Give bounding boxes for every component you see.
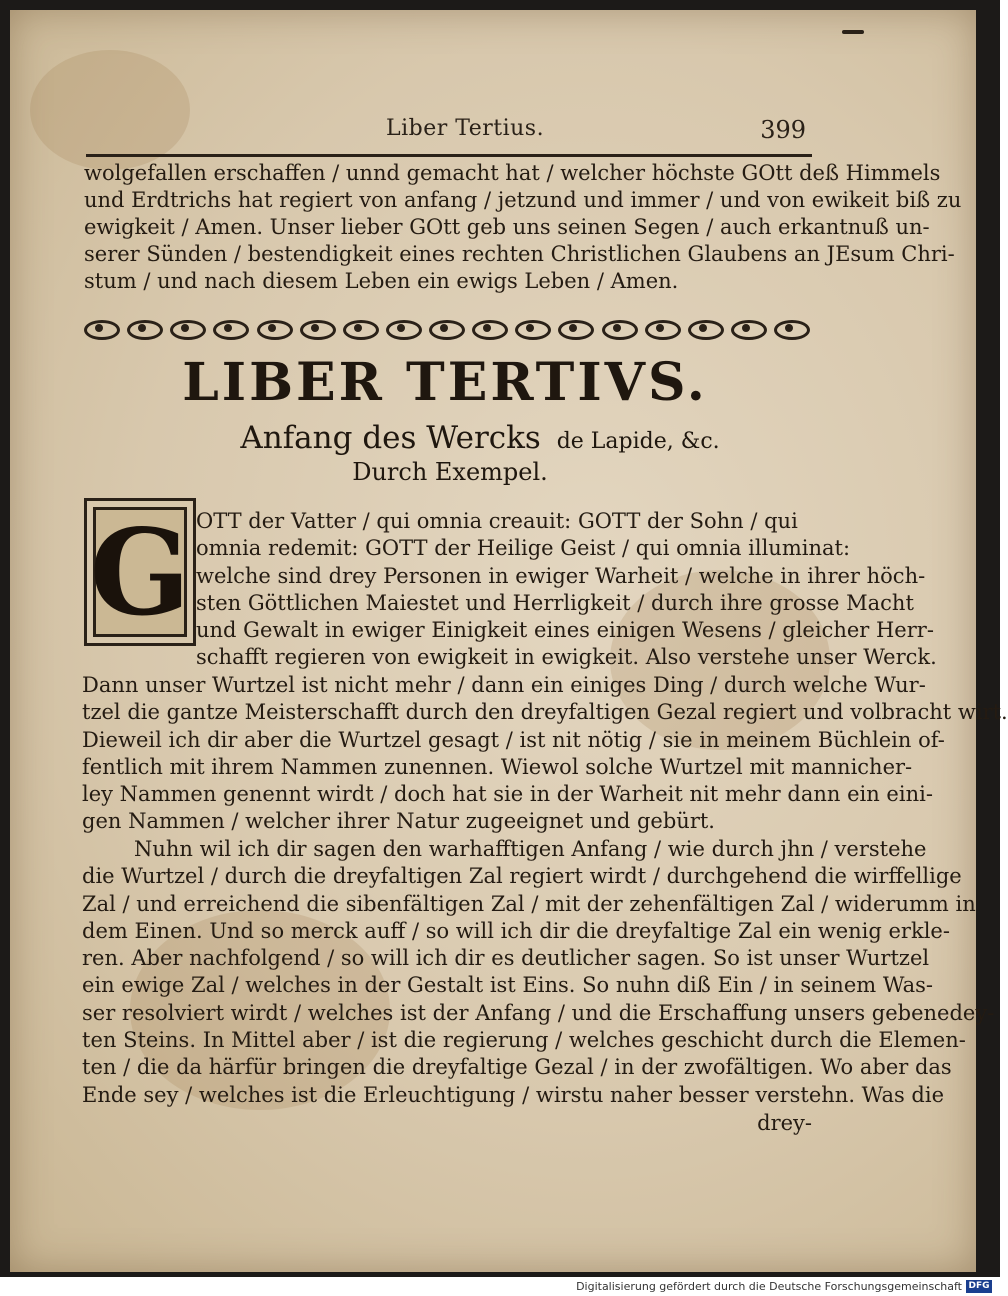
opening-paragraph [196,508,937,672]
catchword: drey- [757,1111,812,1135]
text-line: omnia redemit: GOTT der Heilige Geist / qui omnia illuminat: [196,536,851,561]
ornament-icon [770,316,808,338]
ornamental-divider [80,312,808,342]
ornament-icon [166,316,204,338]
text-line: und Erdtrichs hat regiert von anfang / jetzund und immer / und von ewikeit biß zu [84,188,962,212]
ornament-icon [123,316,161,338]
text-line: dem Einen. Und so merck auff / so will ich dir die dreyfaltige Zal ein wenig erkle- [82,918,950,943]
ornament-icon [554,316,592,338]
dfg-logo-icon: DFG [966,1280,992,1293]
margin-mark [842,30,864,34]
text-line: tzel die gantze Meisterschafft durch den dreyfaltigen Gezal regiert und volbracht wirt. [82,700,1008,725]
ornament-icon [684,316,722,338]
ornament-icon [382,316,420,338]
text-line: fentlich mit ihrem Nammen zunennen. Wiewol solche Wurtzel mit mannicher- [82,754,913,779]
text-line: serer Sünden / bestendigkeit eines rechten Christlichen Glaubens an JEsum Chri- [84,242,955,266]
section-subtitle-2: Durch Exempel. [352,458,548,486]
section-subtitle [200,420,760,456]
text-line: Dieweil ich dir aber die Wurtzel gesagt / ist nit nötig / sie in meinem Büchlein of- [82,727,945,752]
text-line: und Gewalt in ewiger Einigkeit eines einigen Wesens / gleicher Herr- [196,618,934,643]
text-line: schafft regieren von ewigkeit in ewigkeit. Also verstehe unser Werck. [196,645,937,670]
text-line: die Wurtzel / durch die dreyfaltigen Zal regiert wirdt / durchgehend die wirffellige [82,864,962,889]
page-number: 399 [760,116,806,144]
text-line: Zal / und erreichend die sibenfältigen Zal / mit der zehenfältigen Zal / widerumm in [82,891,976,916]
ornament-icon [339,316,377,338]
ornament-icon [209,316,247,338]
text-line: Dann unser Wurtzel ist nicht mehr / dann ein einiges Ding / durch welche Wur- [82,673,926,697]
decorated-initial: G [84,498,196,646]
ornament-icon [425,316,463,338]
text-line: OTT der Vatter / qui omnia creauit: GOTT der Sohn / qui [196,509,798,533]
text-line: ten / die da härfür bringen die dreyfaltige Gezal / in der zwofältigen. Wo aber das [82,1055,952,1080]
text-line: ewigkeit / Amen. Unser lieber GOtt geb uns seinen Segen / auch erkantnuß un- [84,215,930,239]
text-line: stum / und nach diesem Leben ein ewigs Leben / Amen. [84,269,679,293]
text-line: gen Nammen / welcher ihrer Natur zugeeignet und gebürt. [82,809,715,834]
text-line: ein ewige Zal / welches in der Gestalt ist Eins. So nuhn diß Ein / in seinem Was- [82,973,933,998]
text-line: ten Steins. In Mittel aber / ist die regierung / welches geschicht durch die Elemen- [82,1028,966,1053]
running-title: Liber Tertius. [386,116,545,141]
text-line: ley Nammen genennt wirdt / doch hat sie in der Warheit nit mehr dann ein eini- [82,782,933,807]
body-paragraph-1 [82,672,1008,836]
ornament-icon [296,316,334,338]
ornament-icon [468,316,506,338]
running-header [86,114,812,157]
ornament-icon [511,316,549,338]
ornament-icon [641,316,679,338]
text-line: welche sind drey Personen in ewiger Warheit / welche in ihrer höch- [196,563,926,588]
subtitle-latin: de Lapide, &c. [556,429,720,454]
text-line: ren. Aber nachfolgend / so will ich dir es deutlicher sagen. So ist unser Wurtzel [82,946,930,971]
text-line: sten Göttlichen Maiestet und Herrligkeit / durch ihre grosse Macht [196,590,914,615]
text-line: ser resolviert wirdt / welches ist der Anfang / und die Erschaffung unsers gebenedey- [82,1000,995,1025]
text-line: Ende sey / welches ist die Erleuchtigung / wirstu naher besser verstehn. Was die [82,1082,945,1107]
section-title: LIBER TERTIVS. [182,352,708,413]
footer-credit: Digitalisierung gefördert durch die Deutsche Forschungsgemeinschaft [576,1280,962,1293]
ornament-icon [598,316,636,338]
text-line: Nuhn wil ich dir sagen den warhafftigen Anfang / wie durch jhn / verstehe [134,837,927,861]
ornament-icon [80,316,118,338]
subtitle-german: Anfang des Wercks [240,420,541,456]
ornament-icon [253,316,291,338]
ornament-icon [727,316,765,338]
text-line: wolgefallen erschaffen / unnd gemacht hat / welcher höchste GOtt deß Himmels [84,161,941,185]
top-paragraph [84,160,962,295]
body-paragraph-2 [82,836,995,1109]
